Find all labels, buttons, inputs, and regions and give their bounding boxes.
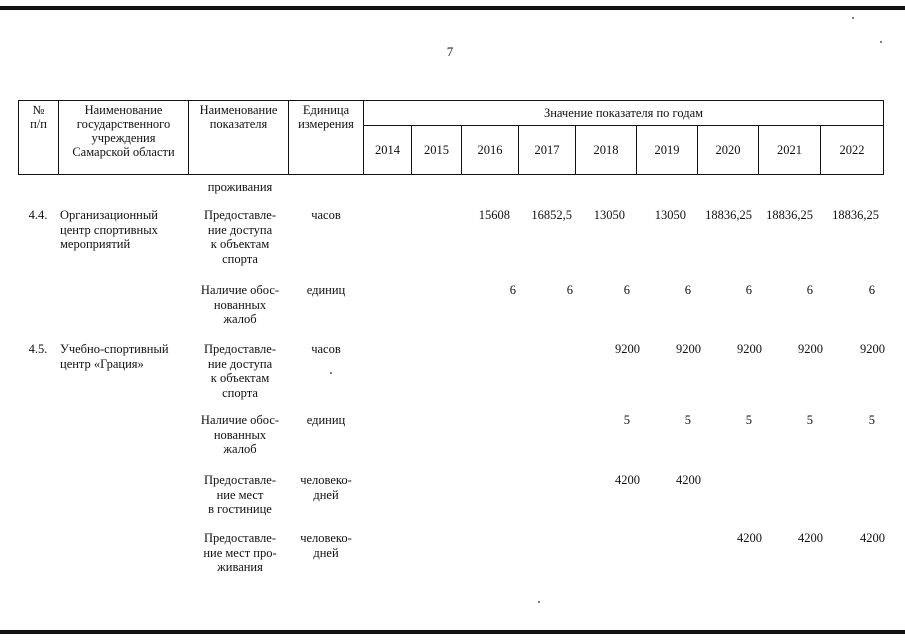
- unit: единиц: [306, 413, 346, 427]
- value-2018: 9200: [615, 342, 640, 356]
- value-2018: 13050: [593, 208, 625, 222]
- row-number: 4.4.: [28, 208, 48, 222]
- indicator-name: Предоставле- ние мест в гостинице: [204, 473, 276, 516]
- value-2018: 6: [623, 283, 630, 297]
- value-2019: 4200: [676, 473, 701, 487]
- unit: часов: [311, 208, 341, 222]
- header-year: 2016: [462, 126, 519, 175]
- value-2022: 18836,25: [832, 208, 879, 222]
- continuation-text: проживания: [207, 180, 273, 194]
- value-2022: 6: [868, 283, 875, 297]
- value-2021: 18836,25: [766, 208, 813, 222]
- value-2020: 9200: [737, 342, 762, 356]
- scan-speck: [538, 601, 540, 603]
- value-2020: 6: [745, 283, 752, 297]
- header-unit: Единица измерения: [289, 101, 364, 175]
- value-2021: 4200: [798, 531, 823, 545]
- value-2017: 6: [566, 283, 573, 297]
- value-2018: 4200: [615, 473, 640, 487]
- unit: человеко- дней: [300, 473, 352, 502]
- header-indicator: Наименование показателя: [189, 101, 289, 175]
- header-institution: Наименование государственного учреждения Самарской области: [59, 101, 189, 175]
- indicator-name: Предоставле- ние мест про- живания: [203, 531, 277, 574]
- value-2020: 18836,25: [705, 208, 752, 222]
- header-year: 2015: [412, 126, 462, 175]
- value-2016: 6: [509, 283, 516, 297]
- page-number: 7: [446, 44, 454, 59]
- value-2019: 5: [684, 413, 691, 427]
- value-2016: 15608: [478, 208, 510, 222]
- value-2019: 13050: [654, 208, 686, 222]
- value-2019: 9200: [676, 342, 701, 356]
- value-2017: 16852,5: [531, 208, 572, 222]
- top-border-rule: [0, 6, 905, 10]
- value-2022: 4200: [860, 531, 885, 545]
- header-year: 2018: [576, 126, 637, 175]
- header-values-by-year: Значение показателя по годам: [364, 101, 884, 126]
- value-2021: 5: [806, 413, 813, 427]
- header-year: 2020: [698, 126, 759, 175]
- header-num: № п/п: [19, 101, 59, 175]
- value-2020: 5: [745, 413, 752, 427]
- unit: единиц: [306, 283, 346, 297]
- table-header: [18, 100, 884, 175]
- bottom-border-rule: [0, 630, 905, 634]
- value-2020: 4200: [737, 531, 762, 545]
- header-year: 2022: [821, 126, 884, 175]
- scan-speck: [880, 41, 882, 43]
- indicator-name: Наличие обос- нованных жалоб: [200, 283, 280, 326]
- unit: человеко- дней: [300, 531, 352, 560]
- row-number: 4.5.: [28, 342, 48, 356]
- institution-name: Учебно-спортивный центр «Грация»: [60, 342, 169, 371]
- header-year: 2019: [637, 126, 698, 175]
- header-year: 2014: [364, 126, 412, 175]
- indicator-name: Предоставле- ние доступа к объектам спорта: [204, 208, 276, 266]
- indicator-name: Предоставле- ние доступа к объектам спорта: [204, 342, 276, 400]
- value-2018: 5: [623, 413, 630, 427]
- value-2019: 6: [684, 283, 691, 297]
- scan-speck: [330, 372, 332, 374]
- header-year: 2021: [759, 126, 821, 175]
- unit: часов: [311, 342, 341, 356]
- value-2021: 9200: [798, 342, 823, 356]
- header-year: 2017: [519, 126, 576, 175]
- value-2022: 5: [868, 413, 875, 427]
- institution-name: Организационный центр спортивных мероприятий: [60, 208, 158, 251]
- value-2021: 6: [806, 283, 813, 297]
- value-2022: 9200: [860, 342, 885, 356]
- scan-speck: [852, 17, 854, 19]
- indicator-name: Наличие обос- нованных жалоб: [200, 413, 280, 456]
